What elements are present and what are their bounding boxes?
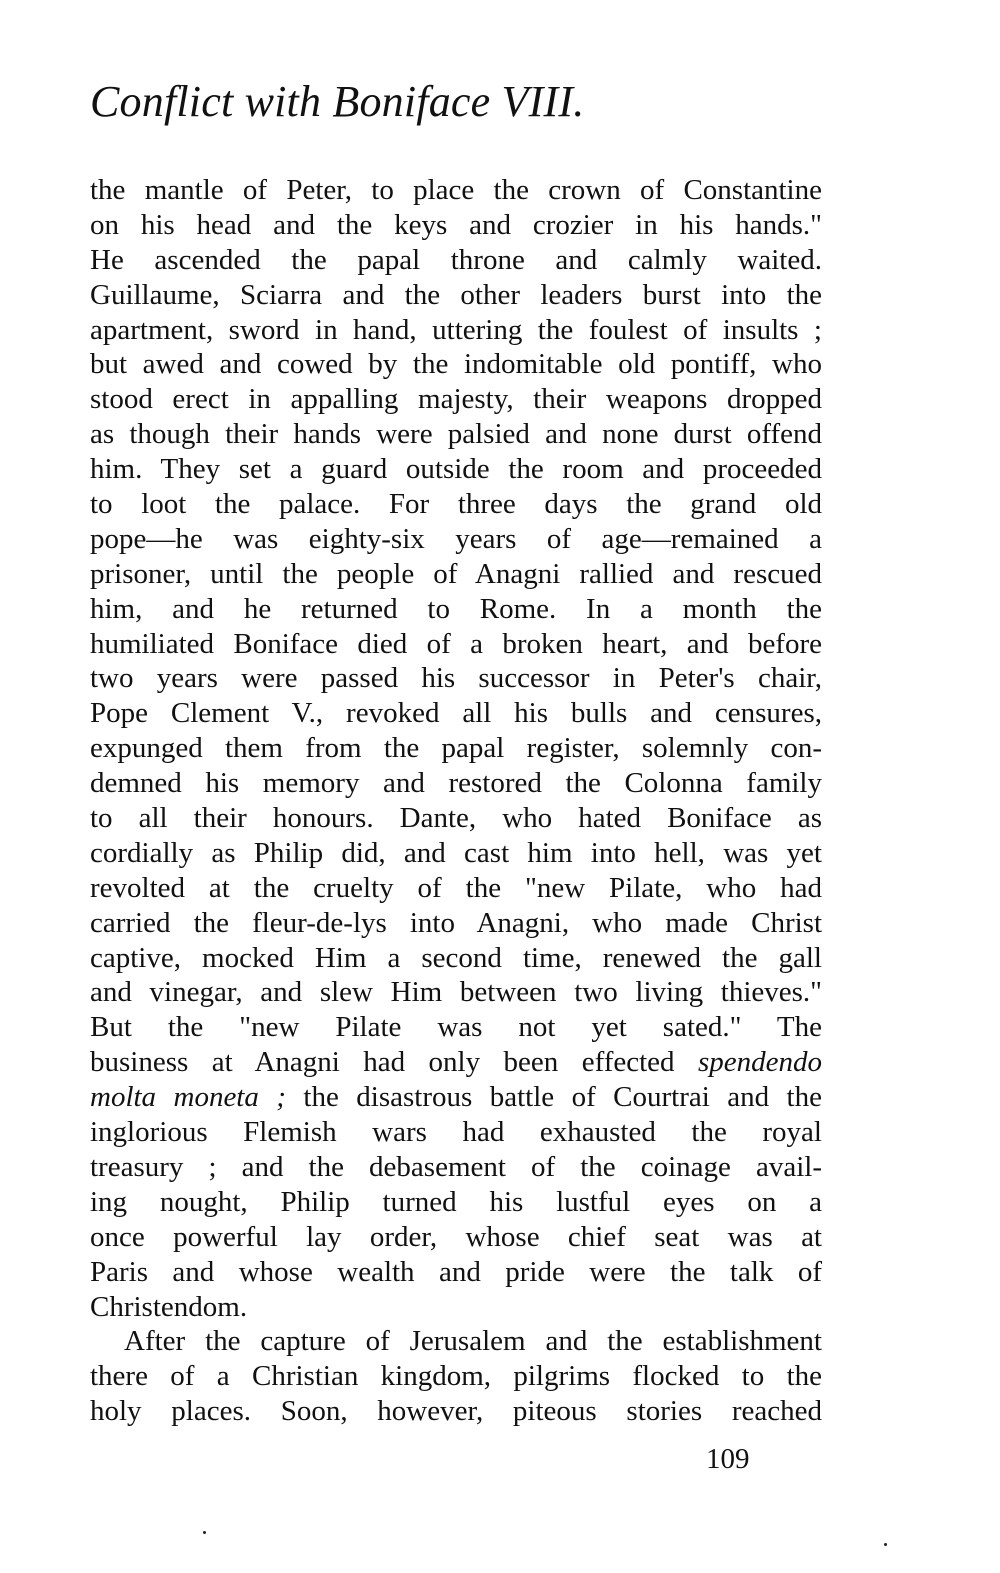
text-line: pope—he was eighty-six years of age—remained a (90, 522, 822, 555)
text-line: cordially as Philip did, and cast him into hell, was yet (90, 836, 822, 869)
text-line: to all their honours. Dante, who hated Boniface as (90, 802, 822, 835)
text-line: apartment, sword in hand, uttering the foulest of insults ; (90, 313, 822, 346)
text-line: there of a Christian kingdom, pilgrims flocked to the (90, 1360, 822, 1393)
text-line: stood erect in appalling majesty, their weapons dropped (90, 383, 822, 416)
text-line: inglorious Flemish wars had exhausted the royal (90, 1116, 822, 1149)
text-line: Guillaume, Sciarra and the other leaders burst into the (90, 278, 822, 311)
text-line: two years were passed his successor in Peter's chair, (90, 662, 822, 695)
italic-text: spendendo (697, 1046, 822, 1079)
italic-text: molta moneta ; (90, 1081, 286, 1114)
text-line: He ascended the papal throne and calmly waited. (90, 243, 822, 276)
text-line: as though their hands were palsied and none durst offend (90, 418, 822, 451)
text-line: treasury ; and the debasement of the coinage avail- (90, 1150, 822, 1183)
text-line: ing nought, Philip turned his lustful eyes on a (90, 1185, 822, 1218)
text-line: once powerful lay order, whose chief seat was at (90, 1220, 822, 1253)
scan-speck (203, 1531, 206, 1534)
body-text (90, 173, 822, 1429)
text-line: humiliated Boniface died of a broken heart, and before (90, 627, 822, 660)
text-line: him, and he returned to Rome. In a month the (90, 592, 822, 625)
roman-text: business at Anagni had only been effected (90, 1046, 698, 1079)
text-line: to loot the palace. For three days the grand old (90, 488, 822, 521)
text-line-with-italic (90, 1045, 822, 1080)
paragraph-end-line: Christendom. (90, 1290, 248, 1323)
text-line: But the "new Pilate was not yet sated." The (90, 1011, 822, 1044)
text-line: carried the fleur-de-lys into Anagni, who made Christ (90, 906, 822, 939)
running-head: Conflict with Boniface VIII. (90, 77, 585, 126)
roman-text: the disastrous battle of Courtrai and the (285, 1081, 822, 1114)
text-line: but awed and cowed by the indomitable old pontiff, who (90, 348, 822, 381)
text-line: on his head and the keys and crozier in his hands." (90, 208, 822, 241)
text-line: demned his memory and restored the Colonna family (90, 767, 822, 800)
text-line: him. They set a guard outside the room and proceeded (90, 453, 822, 486)
text-line: captive, mocked Him a second time, renewed the gall (90, 941, 822, 974)
text-line: the mantle of Peter, to place the crown of Constantine (90, 174, 822, 206)
text-line: Pope Clement V., revoked all his bulls and censures, (90, 697, 822, 730)
text-line: prisoner, until the people of Anagni rallied and rescued (90, 557, 822, 590)
text-line: revolted at the cruelty of the "new Pilate, who had (90, 871, 822, 904)
text-line: Paris and whose wealth and pride were the talk of (90, 1255, 822, 1288)
paragraph-first-line: After the capture of Jerusalem and the establishment (124, 1325, 822, 1358)
text-line-with-italic (90, 1080, 822, 1115)
scan-speck (884, 1543, 887, 1546)
page-number: 109 (706, 1443, 750, 1475)
text-line: and vinegar, and slew Him between two living thieves." (90, 976, 822, 1009)
text-line: expunged them from the papal register, solemnly con- (90, 732, 822, 765)
text-line: holy places. Soon, however, piteous stories reached (90, 1395, 822, 1428)
